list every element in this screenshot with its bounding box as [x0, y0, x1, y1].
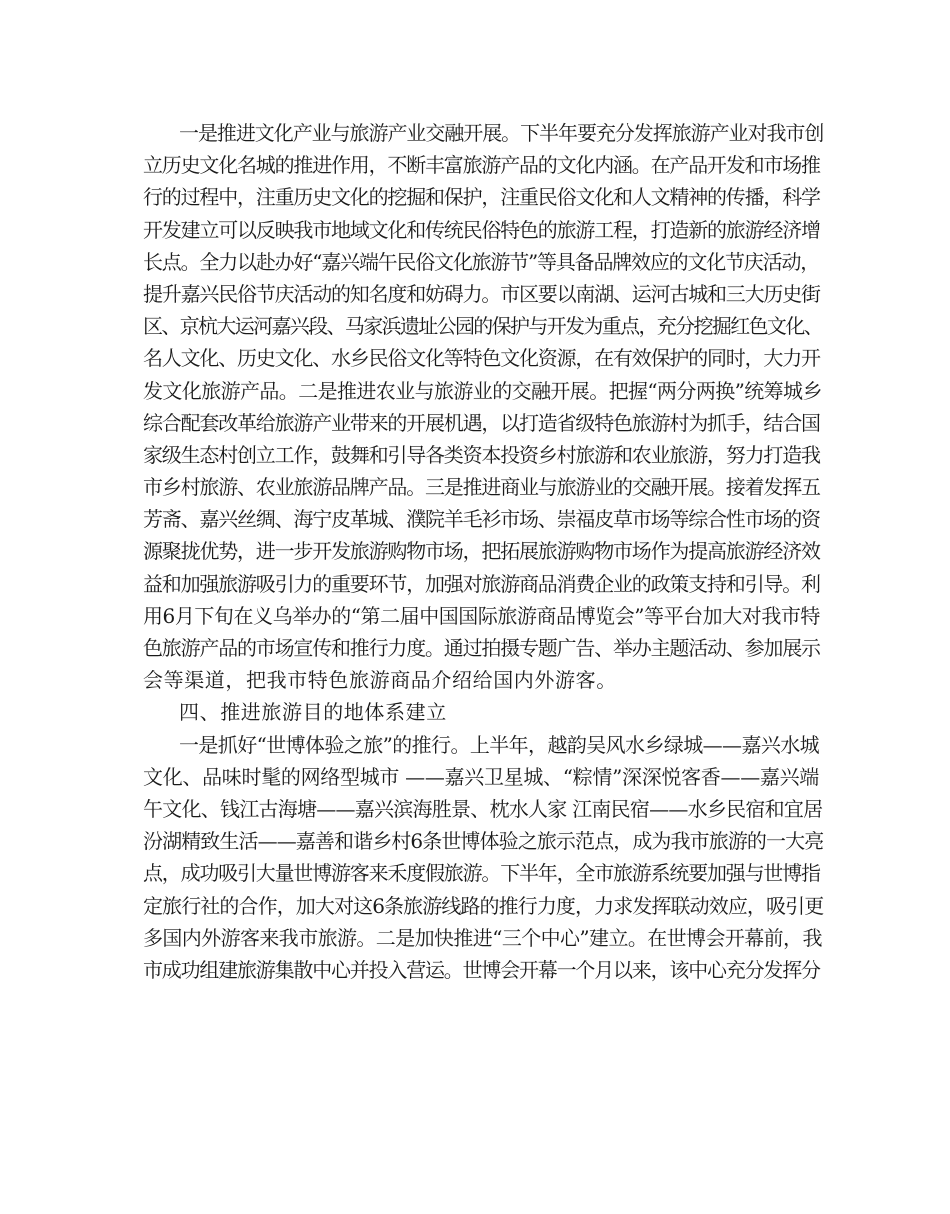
- text-line: 一是推进文化产业与旅游产业交融开展。下半年要充分发挥旅游产业对我市创: [179, 121, 824, 145]
- text-line: 行的过程中，注重历史文化的挖掘和保护，注重民俗文化和人文精神的传播，科学: [143, 185, 820, 210]
- text-line: 开发建立可以反映我市地域文化和传统民俗特色的旅游工程，打造新的旅游经济增: [143, 217, 820, 242]
- text-line: 区、京杭大运河嘉兴段、马家浜遗址公园的保护与开发为重点，充分挖掘红色文化、: [143, 314, 822, 339]
- text-line: 益和加强旅游吸引力的重要环节，加强对旅游商品消费企业的政策支持和引导。利: [143, 571, 820, 596]
- text-line: 点，成功吸引大量世博游客来禾度假旅游。下半年，全市旅游系统要加强与世博指: [143, 861, 820, 886]
- text-line: 四、推进旅游目的地体系建立: [179, 700, 447, 725]
- body-text: [143, 117, 823, 986]
- text-line: 一是抓好“世博体验之旅”的推行。上半年，越韵吴风水乡绿城——嘉兴水城: [179, 732, 820, 757]
- text-line: 发文化旅游产品。二是推进农业与旅游业的交融开展。把握“两分两换”统筹城乡: [143, 378, 822, 403]
- text-line: 名人文化、历史文化、水乡民俗文化等特色文化资源，在有效保护的同时，大力开: [143, 346, 820, 371]
- text-line: 市乡村旅游、农业旅游品牌产品。三是推进商业与旅游业的交融开展。接着发挥五: [143, 475, 820, 500]
- text-line: 立历史文化名城的推进作用，不断丰富旅游产品的文化内涵。在产品开发和市场推: [143, 153, 820, 178]
- text-line: 源聚拢优势，进一步开发旅游购物市场，把拓展旅游购物市场作为提高旅游经济效: [143, 539, 820, 564]
- text-line: 汾湖精致生活——嘉善和谐乡村6条世博体验之旅示范点，成为我市旅游的一大亮: [143, 829, 824, 854]
- text-line: 芳斋、嘉兴丝绸、海宁皮革城、濮院羊毛衫市场、崇福皮草市场等综合性市场的资: [143, 507, 820, 532]
- text-line: 定旅行社的合作，加大对这6条旅游线路的推行力度，力求发挥联动效应，吸引更: [143, 893, 824, 918]
- text-line: 长点。全力以赴办好“嘉兴端午民俗文化旅游节”等具备品牌效应的文化节庆活动，: [143, 249, 820, 274]
- text-line: 提升嘉兴民俗节庆活动的知名度和妨碍力。市区要以南湖、运河古城和三大历史街: [143, 281, 820, 306]
- text-line: 色旅游产品的市场宣传和推行力度。通过拍摄专题广告、举办主题活动、参加展示: [143, 636, 820, 660]
- text-line: 家级生态村创立工作，鼓舞和引导各类资本投资乡村旅游和农业旅游，努力打造我: [143, 442, 820, 467]
- text-line: 会等渠道，把我市特色旅游商品介绍给国内外游客。: [143, 668, 617, 693]
- text-line: 市成功组建旅游集散中心并投入营运。世博会开幕一个月以来，该中心充分发挥分: [143, 957, 820, 982]
- text-line: 多国内外游客来我市旅游。二是加快推进“三个中心”建立。在世博会开幕前，我: [143, 925, 822, 950]
- text-line: 用6月下旬在义乌举办的“第二届中国国际旅游商品博览会”等平台加大对我市特: [143, 603, 820, 628]
- text-line: 综合配套改革给旅游产业带来的开展机遇，以打造省级特色旅游村为抓手，结合国: [143, 410, 820, 435]
- text-line: 文化、品味时髦的网络型城市 ——嘉兴卫星城、“粽情”深深悦客香——嘉兴端: [143, 764, 820, 789]
- text-line: 午文化、钱江古海塘——嘉兴滨海胜景、枕水人家 江南民宿——水乡民宿和宜居: [143, 796, 823, 821]
